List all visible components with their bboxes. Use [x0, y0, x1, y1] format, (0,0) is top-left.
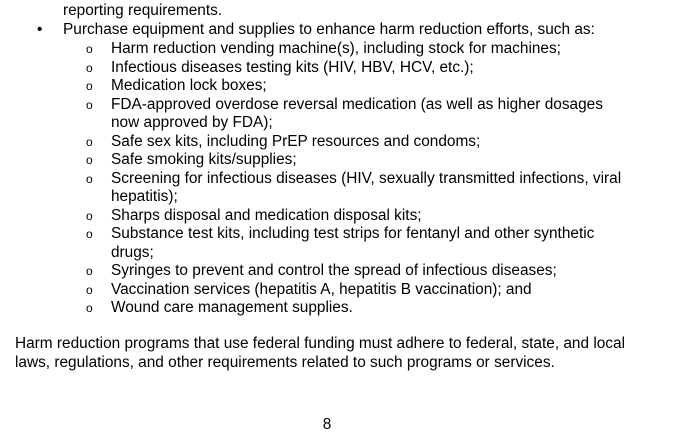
list-item-text: FDA-approved overdose reversal medication (as well as higher dosages now approved by FDA);: [111, 95, 603, 131]
bullet-text: Purchase equipment and supplies to enhance harm reduction efforts, such as:: [63, 21, 595, 38]
list-item: [0, 133, 631, 152]
list-item-text: Wound care management supplies.: [111, 299, 353, 316]
list-item-text: Safe sex kits, including PrEP resources and condoms;: [111, 132, 481, 150]
sub-bullet-marker: o: [86, 208, 93, 223]
list-item-text: Safe smoking kits/supplies;: [111, 151, 297, 168]
sub-bullet-marker: o: [86, 42, 93, 56]
sub-bullet-list: [0, 40, 679, 318]
list-item: [0, 207, 631, 226]
list-item: [0, 225, 631, 262]
page-number: 8: [322, 416, 332, 433]
list-item: [0, 59, 631, 78]
continuation-text: reporting requirements.: [63, 2, 223, 19]
list-item: [0, 151, 631, 170]
list-item-text: Medication lock boxes;: [111, 77, 267, 94]
sub-bullet-marker: o: [86, 171, 93, 186]
sub-bullet-marker: o: [86, 79, 93, 93]
sub-bullet-marker: o: [86, 60, 93, 75]
body-paragraph: Harm reduction programs that use federal funding must adhere to federal, state, and local laws, regulations, and other requirements related to such programs or services.: [15, 335, 625, 371]
sub-bullet-marker: o: [86, 97, 93, 112]
list-item-text: Infectious diseases testing kits (HIV, HBV, HCV, etc.);: [111, 58, 474, 76]
list-item-text: Substance test kits, including test strips for fentanyl and other synthetic drugs;: [111, 225, 595, 261]
sub-bullet-marker: o: [86, 153, 93, 167]
list-item: [0, 299, 631, 318]
list-item: [0, 96, 631, 133]
list-item: [0, 77, 631, 96]
list-item-text: Screening for infectious diseases (HIV, sexually transmitted infections, viral hepatitis);: [111, 169, 622, 205]
list-item-text: Harm reduction vending machine(s), including stock for machines;: [111, 40, 561, 57]
sub-bullet-marker: o: [86, 282, 93, 297]
list-item: [0, 262, 631, 281]
list-item-text: Syringes to prevent and control the spread of infectious diseases;: [111, 262, 557, 279]
sub-bullet-marker: o: [86, 227, 93, 241]
list-item: [0, 170, 631, 207]
bullet-marker: •: [37, 21, 43, 38]
list-item: [0, 40, 631, 59]
list-item-text: Sharps disposal and medication disposal kits;: [111, 206, 422, 224]
sub-bullet-marker: o: [86, 301, 93, 315]
sub-bullet-marker: o: [86, 264, 93, 278]
sub-bullet-marker: o: [86, 134, 93, 149]
list-item: [0, 281, 631, 300]
list-item-text: Vaccination services (hepatitis A, hepatitis B vaccination); and: [111, 280, 532, 298]
